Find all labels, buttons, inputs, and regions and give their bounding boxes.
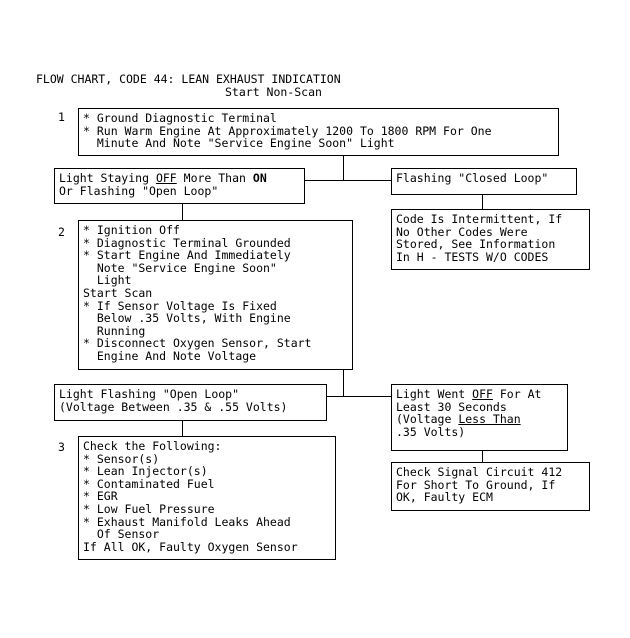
check-signal-circuit-line: Check Signal Circuit 412 bbox=[396, 465, 563, 479]
step-1-line: * Ground Diagnostic Terminal bbox=[83, 111, 277, 125]
step-2-line: Below .35 Volts, With Engine bbox=[83, 311, 291, 326]
step-2-line: * Ignition Off bbox=[83, 223, 180, 237]
step-2-box bbox=[78, 220, 353, 370]
step-1-box bbox=[78, 108, 559, 156]
light-went-off-line: Light Went OFF For At bbox=[396, 387, 542, 401]
step-3-line: If All OK, Faulty Oxygen Sensor bbox=[83, 539, 298, 554]
step-3-line: * Lean Injector(s) bbox=[83, 464, 208, 479]
step-number-2: 2 bbox=[58, 225, 65, 239]
light-went-off-box bbox=[391, 384, 568, 451]
chart-subtitle: Start Non-Scan bbox=[225, 85, 322, 99]
step-3-line: * Exhaust Manifold Leaks Ahead bbox=[83, 514, 291, 529]
off-emphasis: OFF bbox=[155, 171, 177, 185]
step-number-1: 1 bbox=[58, 110, 65, 124]
check-signal-circuit-box bbox=[391, 462, 590, 511]
light-flashing-open-loop-box bbox=[54, 384, 327, 421]
light-went-off-line: Least 30 Seconds bbox=[396, 399, 507, 414]
step-3-box bbox=[78, 436, 336, 560]
step-number-3: 3 bbox=[58, 440, 65, 454]
on-emphasis: ON bbox=[252, 171, 267, 185]
step-3-line: Check the Following: bbox=[83, 439, 222, 453]
code-intermittent-line: Code Is Intermittent, If bbox=[396, 212, 563, 226]
step-3-line: * Low Fuel Pressure bbox=[83, 501, 215, 516]
step-2-line: Running bbox=[83, 323, 146, 338]
step-1-line: * Run Warm Engine At Approximately 1200 To 1800 RPM For One bbox=[83, 123, 492, 138]
step-2-line: Start Scan bbox=[83, 285, 153, 300]
step-3-line: * Sensor(s) bbox=[83, 451, 160, 466]
check-signal-circuit-line: OK, Faulty ECM bbox=[396, 490, 493, 505]
code-intermittent-box bbox=[391, 209, 590, 270]
light-staying-off-line: Or Flashing "Open Loop" bbox=[59, 183, 219, 198]
step-2-line: * Start Engine And Immediately bbox=[83, 248, 291, 263]
step-3-line: Of Sensor bbox=[83, 527, 160, 542]
less-than-emphasis: Less Than bbox=[458, 412, 521, 427]
step-2-line: * Diagnostic Terminal Grounded bbox=[83, 235, 291, 250]
step-2-line: Light bbox=[83, 273, 132, 288]
light-flashing-open-loop-line: Light Flashing "Open Loop" bbox=[59, 387, 240, 401]
light-went-off-line: (Voltage Less Than bbox=[396, 412, 521, 427]
off-emphasis: OFF bbox=[472, 387, 493, 401]
step-3-line: * EGR bbox=[83, 489, 118, 504]
chart-title: FLOW CHART, CODE 44: LEAN EXHAUST INDICATION bbox=[36, 72, 341, 86]
step-2-line: * Disconnect Oxygen Sensor, Start bbox=[83, 336, 312, 351]
step-2-line: Note "Service Engine Soon" bbox=[83, 260, 277, 275]
light-went-off-line: .35 Volts) bbox=[396, 424, 466, 439]
step-2-line: * If Sensor Voltage Is Fixed bbox=[83, 298, 277, 313]
flashing-closed-loop-box bbox=[391, 168, 577, 195]
light-flashing-open-loop-line: (Voltage Between .35 & .55 Volts) bbox=[59, 399, 288, 414]
code-intermittent-line: No Other Codes Were bbox=[396, 224, 528, 239]
step-2-line: Engine And Note Voltage bbox=[83, 348, 257, 363]
code-intermittent-line: In H - TESTS W/O CODES bbox=[396, 249, 549, 264]
flashing-closed-loop-line: Flashing "Closed Loop" bbox=[396, 171, 549, 185]
step-3-line: * Contaminated Fuel bbox=[83, 476, 215, 491]
step-1-line: Minute And Note "Service Engine Soon" Light bbox=[83, 136, 395, 151]
light-staying-off-line: Light Staying OFF More Than ON bbox=[59, 171, 267, 185]
code-intermittent-line: Stored, See Information bbox=[396, 237, 556, 252]
light-staying-off-box bbox=[54, 168, 305, 204]
check-signal-circuit-line: For Short To Ground, If bbox=[396, 477, 556, 492]
